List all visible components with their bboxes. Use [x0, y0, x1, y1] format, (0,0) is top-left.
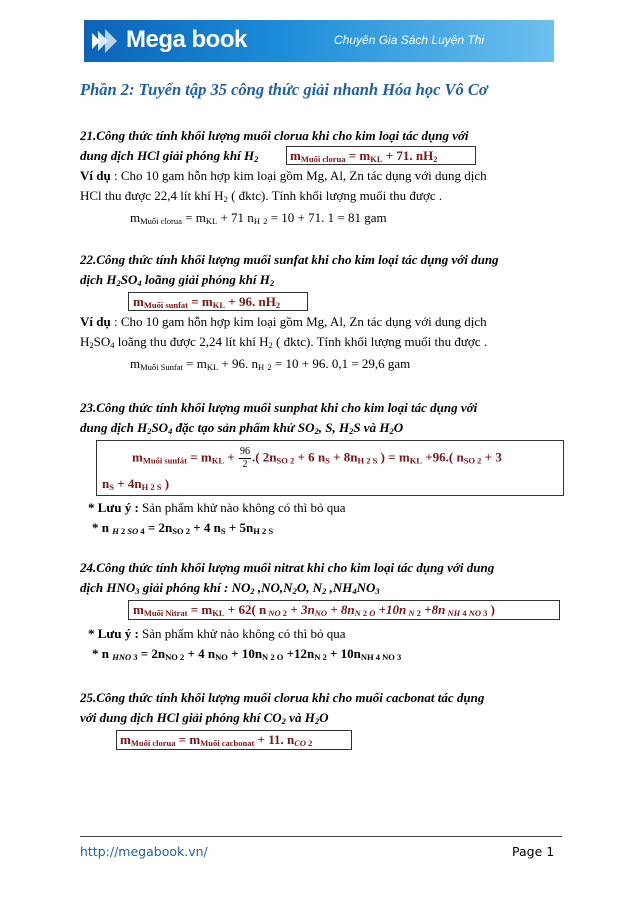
s25-formula: mMuối clorua = mMuối cacbonat + 11. nCO 2 — [120, 732, 313, 748]
s21-example-line2: HCl thu được 22,4 lít khí H2 ( đktc). Tính khối lượng muối thu được . — [80, 188, 443, 204]
s22-formula: mMuối sunfat = mKL + 96. nH2 — [133, 294, 281, 310]
s24-heading-line1: 24.Công thức tính khối lượng muối nitrat khi cho kim loại tác dụng với dung — [80, 560, 495, 575]
s23-heading-line2: dung dịch H2SO4 đặc tạo sản phẩm khử SO2, S, H2S và H2O — [80, 420, 404, 436]
brand-slogan: Chuyên Gia Sách Luyện Thi — [334, 33, 485, 47]
s24-heading-line2: dịch HNO3 giải phóng khí : NO2 ,NO,N2O, N2 ,NH4NO3 — [80, 580, 380, 596]
s22-heading-line1: 22.Công thức tính khối lượng muối sunfat khi cho kim loại tác dụng với dung — [80, 252, 499, 267]
s24-note-formula: * n HNO 3 = 2nNO 2 + 4 nNO + 10nN 2 O +12nN 2 + 10nNH 4 NO 3 — [92, 646, 402, 662]
s25-heading-line2: với dung dịch HCl giải phóng khí CO2 và H2O — [80, 710, 329, 726]
s23-formula-line1: mMuối sunfát = mKL + $\frac{96}{2}$ .( 2nSO 2 + 6 nS + 8nH 2 S ) = mKL +96.( nSO 2 + 3 — [132, 446, 502, 470]
s22-calculation: mMuối Sunfat = mKL + 96. nH 2 = 10 + 96. 0,1 = 29,6 gam — [130, 356, 411, 372]
page-number: Page 1 — [512, 844, 555, 859]
s24-formula: mMuối Nitrat = mKL + 62( n NO 2 + 3nNO + 8nN 2 O +10n N 2 +8n NH 4 NO 3 ) — [133, 602, 495, 618]
s23-formula-line2: nS + 4nH 2 S ) — [102, 476, 170, 492]
s23-note: * Lưu ý : Sản phẩm khử nào không có thì bỏ qua — [88, 500, 346, 515]
s22-example-line1: Ví dụ : Cho 10 gam hỗn hợp kim loại gồm Mg, Al, Zn tác dụng với dung dịch — [80, 314, 487, 329]
footer-divider — [80, 836, 562, 837]
footer-link[interactable]: http://megabook.vn/ — [80, 844, 208, 859]
s22-heading-line2: dịch H2SO4 loãng giải phóng khí H2 — [80, 272, 275, 288]
s21-heading-line2: dung dịch HCl giải phóng khí H2 — [80, 148, 259, 164]
s21-example-line1: Ví dụ : Cho 10 gam hỗn hợp kim loại gồm Mg, Al, Zn tác dụng với dung dịch — [80, 168, 487, 183]
s24-note: * Lưu ý : Sản phẩm khử nào không có thì bỏ qua — [88, 626, 346, 641]
header-banner — [84, 20, 554, 62]
s25-heading-line1: 25.Công thức tính khối lượng muối clorua khi cho muối cacbonat tác dụng — [80, 690, 485, 705]
s21-formula: mMuối clorua = mKL + 71. nH2 — [290, 148, 438, 164]
brand-name: Mega book — [126, 26, 247, 53]
megabook-logo-icon — [92, 29, 122, 53]
s21-calculation: mMuối clorua = mKL + 71 nH 2 = 10 + 71. 1 = 81 gam — [130, 210, 387, 226]
s23-note-formula: * n H 2 SO 4 = 2nSO 2 + 4 nS + 5nH 2 S — [92, 520, 274, 536]
s21-heading-line1: 21.Công thức tính khối lượng muối clorua khi cho kim loại tác dụng với — [80, 128, 469, 143]
s23-heading-line1: 23.Công thức tính khối lượng muối sunphat khi cho kim loại tác dụng với — [80, 400, 478, 415]
s22-example-line2: H2SO4 loãng thu được 2,24 lít khí H2 ( đktc). Tính khối lượng muối thu được . — [80, 334, 488, 350]
part-title: Phần 2: Tuyển tập 35 công thức giải nhanh Hóa học Vô Cơ — [80, 80, 488, 99]
